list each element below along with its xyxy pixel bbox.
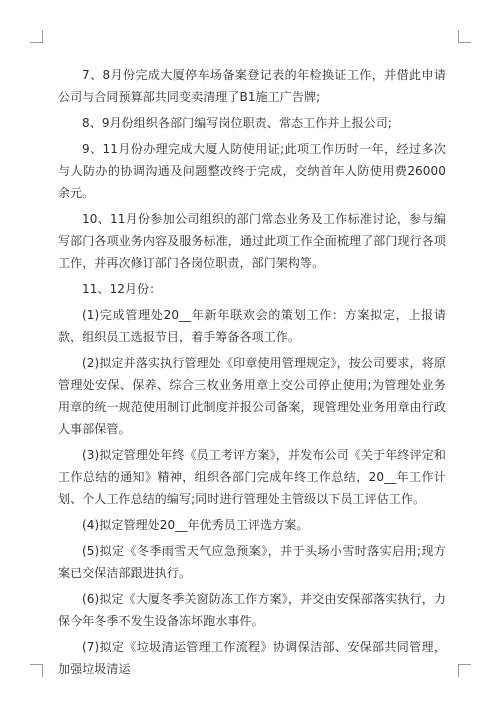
crop-mark-top-right bbox=[458, 30, 471, 43]
paragraph-item-9-11: 9、11月份办理完成大厦人防使用证;此项工作历时一年，经过多次与人防办的协调沟通及问题整改终于完成，交纳首年人防使用费26000余元。 bbox=[58, 142, 446, 200]
paragraph-subitem-2: (2)拟定并落实执行管理处《印章使用管理规定》，按公司要求，将原管理处安保、保养、综合三枚业务用章上交公司停止使用;为管理处业务用章的统一规范使用制订此制度并报公司备案，现管理处业务用章由行政人事部保管。 bbox=[58, 356, 446, 436]
crop-mark-bottom-left bbox=[30, 664, 43, 677]
paragraph-subitem-3: (3)拟定管理处年终《员工考评方案》，并发布公司《关于年终评定和工作总结的通知》精神，组织各部门完成年终工作总结，20__年工作计划、个人工作总结的编写;同时进行管理处主管级以下员工评估工作。 bbox=[58, 448, 446, 506]
crop-mark-bottom-right bbox=[458, 664, 471, 677]
paragraph-item-8-9: 8、9月份组织各部门编写岗位职责、常态工作并上报公司; bbox=[82, 116, 393, 130]
crop-mark-top-left bbox=[30, 30, 43, 43]
paragraph-item-10-11: 10、11月份参加公司组织的部门常态业务及工作标准讨论，参与编写部门各项业务内容及服务标准，通过此项工作全面梳理了部门现行各项工作，并再次修订部门各岗位职责，部门架构等。 bbox=[58, 212, 446, 270]
paragraph-subitem-6: (6)拟定《大厦冬季关窗防冻工作方案》，并交由安保部落实执行，力保今年冬季不发生设备冻坏跑水事件。 bbox=[58, 592, 446, 628]
paragraph-subitem-1: (1)完成管理处20__年新年联欢会的策划工作：方案拟定，上报请款，组织员工选报节目，着手筹备各项工作。 bbox=[58, 308, 446, 344]
document-body bbox=[58, 64, 446, 684]
paragraph-subitem-4: (4)拟定管理处20__年优秀员工评选方案。 bbox=[82, 518, 309, 532]
paragraph-item-7-8: 7、8月份完成大厦停车场备案登记表的年检换证工作，并借此申请公司与合同预算部共同变卖清理了B1施工广告牌; bbox=[58, 68, 446, 104]
paragraph-subitem-5: (5)拟定《冬季雨雪天气应急预案》，并于头场小雪时落实启用;现方案已交保洁部跟进执行。 bbox=[58, 544, 446, 580]
paragraph-item-11-12-heading: 11、12月份： bbox=[82, 282, 162, 296]
paragraph-subitem-7: (7)拟定《垃圾清运管理工作流程》协调保洁部、安保部共同管理，加强垃圾清运 bbox=[58, 640, 446, 676]
